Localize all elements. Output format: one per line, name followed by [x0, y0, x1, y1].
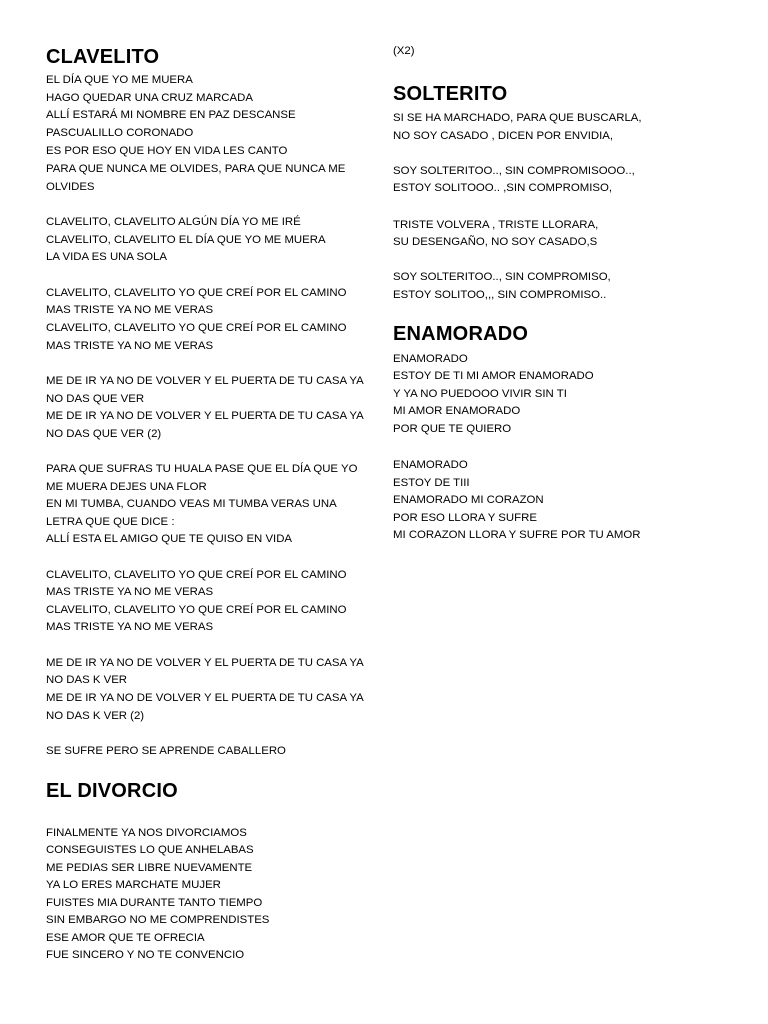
lyric-line: ME DE IR YA NO DE VOLVER Y EL PUERTA DE TU CASA YA: [46, 692, 364, 704]
lyric-line: ESTOY DE TI MI AMOR ENAMORADO: [393, 370, 594, 382]
lyric-line: SI SE HA MARCHADO, PARA QUE BUSCARLA,: [393, 112, 642, 124]
lyric-line: MAS TRISTE YA NO ME VERAS: [46, 586, 214, 598]
lyric-line: ME PEDIAS SER LIBRE NUEVAMENTE: [46, 862, 253, 874]
lyric-line: ALLÍ ESTARÁ MI NOMBRE EN PAZ DESCANSE: [46, 109, 296, 121]
lyric-line: PARA QUE SUFRAS TU HUALA PASE QUE EL DÍA QUE YO: [46, 463, 358, 475]
lyric-line: SOY SOLTERITOO.., SIN COMPROMISO,: [393, 271, 611, 283]
lyric-line: PARA QUE NUNCA ME OLVIDES, PARA QUE NUNCA ME: [46, 163, 346, 175]
lyric-line: POR ESO LLORA Y SUFRE: [393, 512, 537, 524]
song-title-el-divorcio: EL DIVORCIO: [46, 780, 178, 802]
lyric-line: NO DAS QUE VER (2): [46, 428, 162, 440]
lyric-line: ESTOY SOLITOO,,, SIN COMPROMISO..: [393, 289, 607, 301]
lyric-line: FUISTES MIA DURANTE TANTO TIEMPO: [46, 897, 263, 909]
song-title-enamorado: ENAMORADO: [393, 323, 529, 345]
lyric-line: ME DE IR YA NO DE VOLVER Y EL PUERTA DE TU CASA YA: [46, 410, 364, 422]
lyric-line: CLAVELITO, CLAVELITO EL DÍA QUE YO ME MUERA: [46, 234, 326, 246]
lyric-line: LETRA QUE QUE DICE :: [46, 516, 175, 528]
lyric-line: ESTOY SOLITOOO.. ,SIN COMPROMISO,: [393, 182, 612, 194]
lyric-line: Y YA NO PUEDOOO VIVIR SIN TI: [393, 388, 567, 400]
lyric-line: CLAVELITO, CLAVELITO YO QUE CREÍ POR EL CAMINO: [46, 322, 347, 334]
lyric-line: MAS TRISTE YA NO ME VERAS: [46, 621, 214, 633]
lyric-line: EN MI TUMBA, CUANDO VEAS MI TUMBA VERAS UNA: [46, 498, 337, 510]
lyric-line: ME DE IR YA NO DE VOLVER Y EL PUERTA DE TU CASA YA: [46, 375, 364, 387]
song-title-clavelito: CLAVELITO: [46, 46, 160, 68]
lyric-line: HAGO QUEDAR UNA CRUZ MARCADA: [46, 92, 253, 104]
lyric-line: OLVIDES: [46, 181, 95, 193]
lyric-line: ESTOY DE TIII: [393, 477, 470, 489]
lyric-line: CLAVELITO, CLAVELITO ALGÚN DÍA YO ME IRÉ: [46, 216, 301, 228]
lyric-line: POR QUE TE QUIERO: [393, 423, 512, 435]
lyric-line: ES POR ESO QUE HOY EN VIDA LES CANTO: [46, 145, 288, 157]
lyric-line: CONSEGUISTES LO QUE ANHELABAS: [46, 844, 254, 856]
lyric-line: SOY SOLTERITOO.., SIN COMPROMISOOO..,: [393, 165, 635, 177]
lyric-line: SE SUFRE PERO SE APRENDE CABALLERO: [46, 745, 286, 757]
lyric-line: CLAVELITO, CLAVELITO YO QUE CREÍ POR EL CAMINO: [46, 569, 347, 581]
lyric-line: TRISTE VOLVERA , TRISTE LLORARA,: [393, 219, 599, 231]
lyric-line: CLAVELITO, CLAVELITO YO QUE CREÍ POR EL CAMINO: [46, 604, 347, 616]
song-title-solterito: SOLTERITO: [393, 83, 508, 105]
lyric-line: LA VIDA ES UNA SOLA: [46, 251, 167, 263]
lyric-line: NO SOY CASADO , DICEN POR ENVIDIA,: [393, 130, 614, 142]
lyric-line: SU DESENGAÑO, NO SOY CASADO,S: [393, 236, 598, 248]
lyric-line: ESE AMOR QUE TE OFRECIA: [46, 932, 205, 944]
lyric-line: NO DAS QUE VER: [46, 393, 145, 405]
lyric-line: NO DAS K VER: [46, 674, 128, 686]
lyric-line: ENAMORADO MI CORAZON: [393, 494, 544, 506]
lyric-line: MI AMOR ENAMORADO: [393, 405, 521, 417]
lyric-line: ALLÍ ESTA EL AMIGO QUE TE QUISO EN VIDA: [46, 533, 293, 545]
lyric-line: ME MUERA DEJES UNA FLOR: [46, 481, 207, 493]
lyric-line: EL DÍA QUE YO ME MUERA: [46, 74, 193, 86]
lyric-line: SIN EMBARGO NO ME COMPRENDISTES: [46, 914, 270, 926]
lyric-line: CLAVELITO, CLAVELITO YO QUE CREÍ POR EL CAMINO: [46, 287, 347, 299]
lyric-line: YA LO ERES MARCHATE MUJER: [46, 879, 221, 891]
lyric-line: ME DE IR YA NO DE VOLVER Y EL PUERTA DE TU CASA YA: [46, 657, 364, 669]
lyric-line: FINALMENTE YA NOS DIVORCIAMOS: [46, 827, 247, 839]
repeat-note: (X2): [393, 45, 415, 57]
lyric-line: NO DAS K VER (2): [46, 710, 145, 722]
lyric-line: ENAMORADO: [393, 459, 468, 471]
lyric-line: MI CORAZON LLORA Y SUFRE POR TU AMOR: [393, 529, 641, 541]
lyric-line: MAS TRISTE YA NO ME VERAS: [46, 304, 214, 316]
lyric-line: FUE SINCERO Y NO TE CONVENCIO: [46, 949, 245, 961]
lyric-line: PASCUALILLO CORONADO: [46, 127, 194, 139]
lyric-line: ENAMORADO: [393, 353, 468, 365]
lyric-line: MAS TRISTE YA NO ME VERAS: [46, 340, 214, 352]
